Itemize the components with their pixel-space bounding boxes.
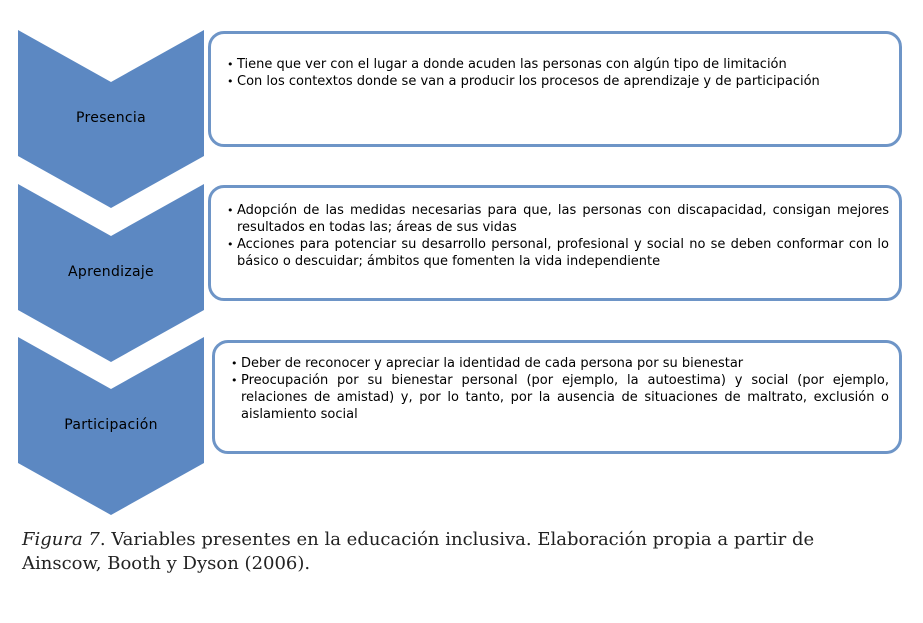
box-aprendizaje [208, 185, 902, 301]
bullet-list [227, 56, 889, 90]
bullet-item: • Con los contextos donde se van a producir los procesos de aprendizaje y de participación [227, 73, 889, 90]
bullet-list [231, 355, 889, 423]
label-presencia: Presencia [76, 110, 146, 126]
caption-text: . Variables presentes en la educación inclusiva. Elaboración propia a partir de Ainscow, Booth y Dyson (2006). [22, 529, 815, 574]
bullet-item: • Deber de reconocer y apreciar la identidad de cada persona por su bienestar [231, 355, 889, 372]
box-participacion [212, 340, 902, 454]
bullet-item: • Preocupación por su bienestar personal (por ejemplo, la autoestima) y social (por ejemplo, relaciones de amistad) y, por lo tanto, por la ausencia de situaciones de maltrato, exclusión o aislamiento social [231, 372, 889, 423]
bullet-item: • Tiene que ver con el lugar a donde acuden las personas con algún tipo de limitación [227, 56, 889, 73]
label-aprendizaje: Aprendizaje [68, 264, 154, 280]
box-presencia [208, 31, 902, 147]
bullet-list [227, 202, 889, 270]
bullet-item: • Acciones para potenciar su desarrollo personal, profesional y social no se deben conformar con lo básico o descuidar; ámbitos que fomenten la vida independiente [227, 236, 889, 270]
bullet-item: • Adopción de las medidas necesarias para que, las personas con discapacidad, consigan mejores resultados en todas las; áreas de sus vidas [227, 202, 889, 236]
figure-label: Figura 7 [22, 529, 100, 550]
figure-caption [22, 528, 882, 576]
label-participacion: Participación [64, 417, 158, 433]
